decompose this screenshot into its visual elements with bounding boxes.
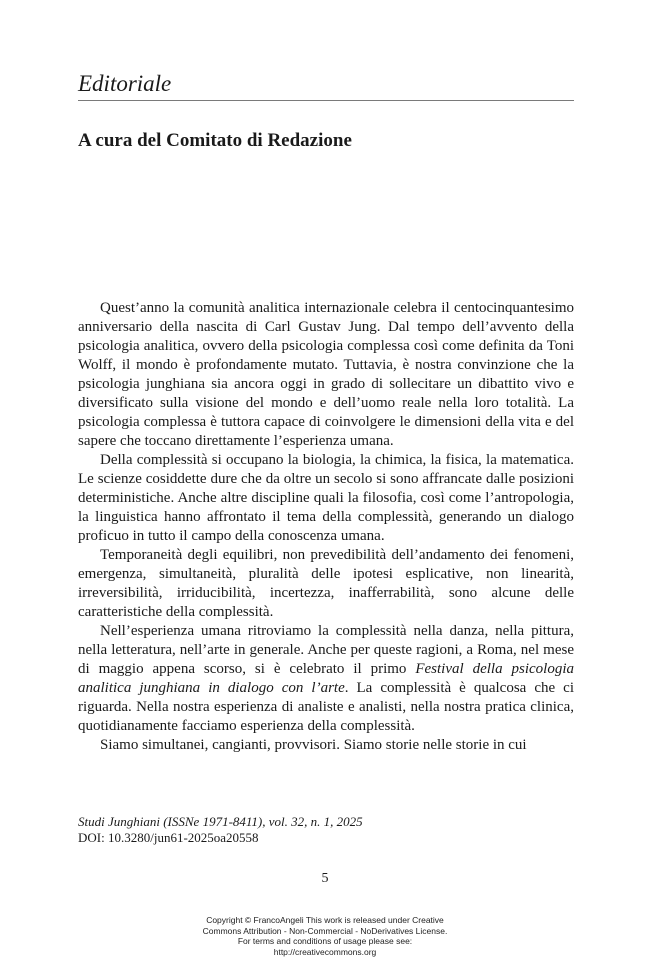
paragraph-3: Temporaneità degli equilibri, non prevedibilità dell’andamento dei fenomeni, emergenza, simultaneità, pluralità delle ipotesi esplicative, non linearità, irreversibilità, irriducibilità, incertezza, inafferrabilità, sono alcune delle caratteristiche della complessità. [78, 547, 574, 620]
journal-citation: Studi Junghiani (ISSNe 1971-8411), vol. 32, n. 1, 2025 [78, 814, 363, 829]
license-line-1: Copyright © FrancoAngeli This work is released under Creative [206, 915, 444, 925]
paragraph-4-text-a: Nell’esperienza umana ritroviamo la complessità nella danza, nella pittura, nella letteratura, nell’arte in generale. Anche per queste ragioni, a Roma, nel mese di maggio appena scorso, si è celebrato il primo [78, 623, 574, 677]
section-title: Editoriale [78, 71, 172, 96]
doi: DOI: 10.3280/jun61-2025oa20558 [78, 830, 259, 845]
festival-title: Festival della psicologia analitica junghiana in dialogo con l’arte [78, 661, 575, 696]
header-rule [78, 100, 574, 101]
license-notice [0, 915, 650, 957]
article-body [78, 299, 574, 755]
page-number: 5 [321, 871, 329, 886]
article-title: A cura del Comitato di Redazione [78, 130, 352, 151]
paragraph-1: Quest’anno la comunità analitica internazionale celebra il centocinquantesimo anniversario della nascita di Carl Gustav Jung. Dal tempo dell’avvento della psicologia analitica, ovvero della psicologia complessa così come definita da Toni Wolff, il mondo è profondamente mutato. Tuttavia, è nostra convinzione che la psicologia junghiana sia ancora oggi in grado di sollecitare un dibattito vivo e diversificato sulla visione del mondo e dell’uomo reale nella loro totalità. La psicologia complessa è tuttora capace di coinvolgere le dimensioni della vita e del sapere che toccano direttamente l’esperienza umana. [78, 300, 574, 449]
paragraph-4-text-b: . La complessità è qualcosa che ci riguarda. Nella nostra esperienza di analiste e analisti, nella nostra pratica clinica, quotidianamente facciamo esperienza della complessità. [78, 680, 574, 734]
paragraph-5: Siamo simultanei, cangianti, provvisori. Siamo storie nelle storie in cui [100, 737, 527, 753]
paragraph-4 [78, 622, 574, 736]
license-line-3: For terms and conditions of usage please see: [237, 936, 413, 946]
license-link[interactable]: http://creativecommons.org [273, 946, 377, 957]
paragraph-2: Della complessità si occupano la biologia, la chimica, la fisica, la matematica. Le scienze cosiddette dure che da oltre un secolo si sono affrancate dalle posizioni deterministiche. Anche altre discipline quali la filosofia, così come l’antropologia, la linguistica hanno affrontato il tema della complessità, generando un dialogo proficuo in tutto il campo della conoscenza umana. [78, 452, 574, 544]
citation [78, 814, 574, 846]
license-line-2: Commons Attribution - Non-Commercial - NoDerivatives License. [202, 925, 448, 936]
